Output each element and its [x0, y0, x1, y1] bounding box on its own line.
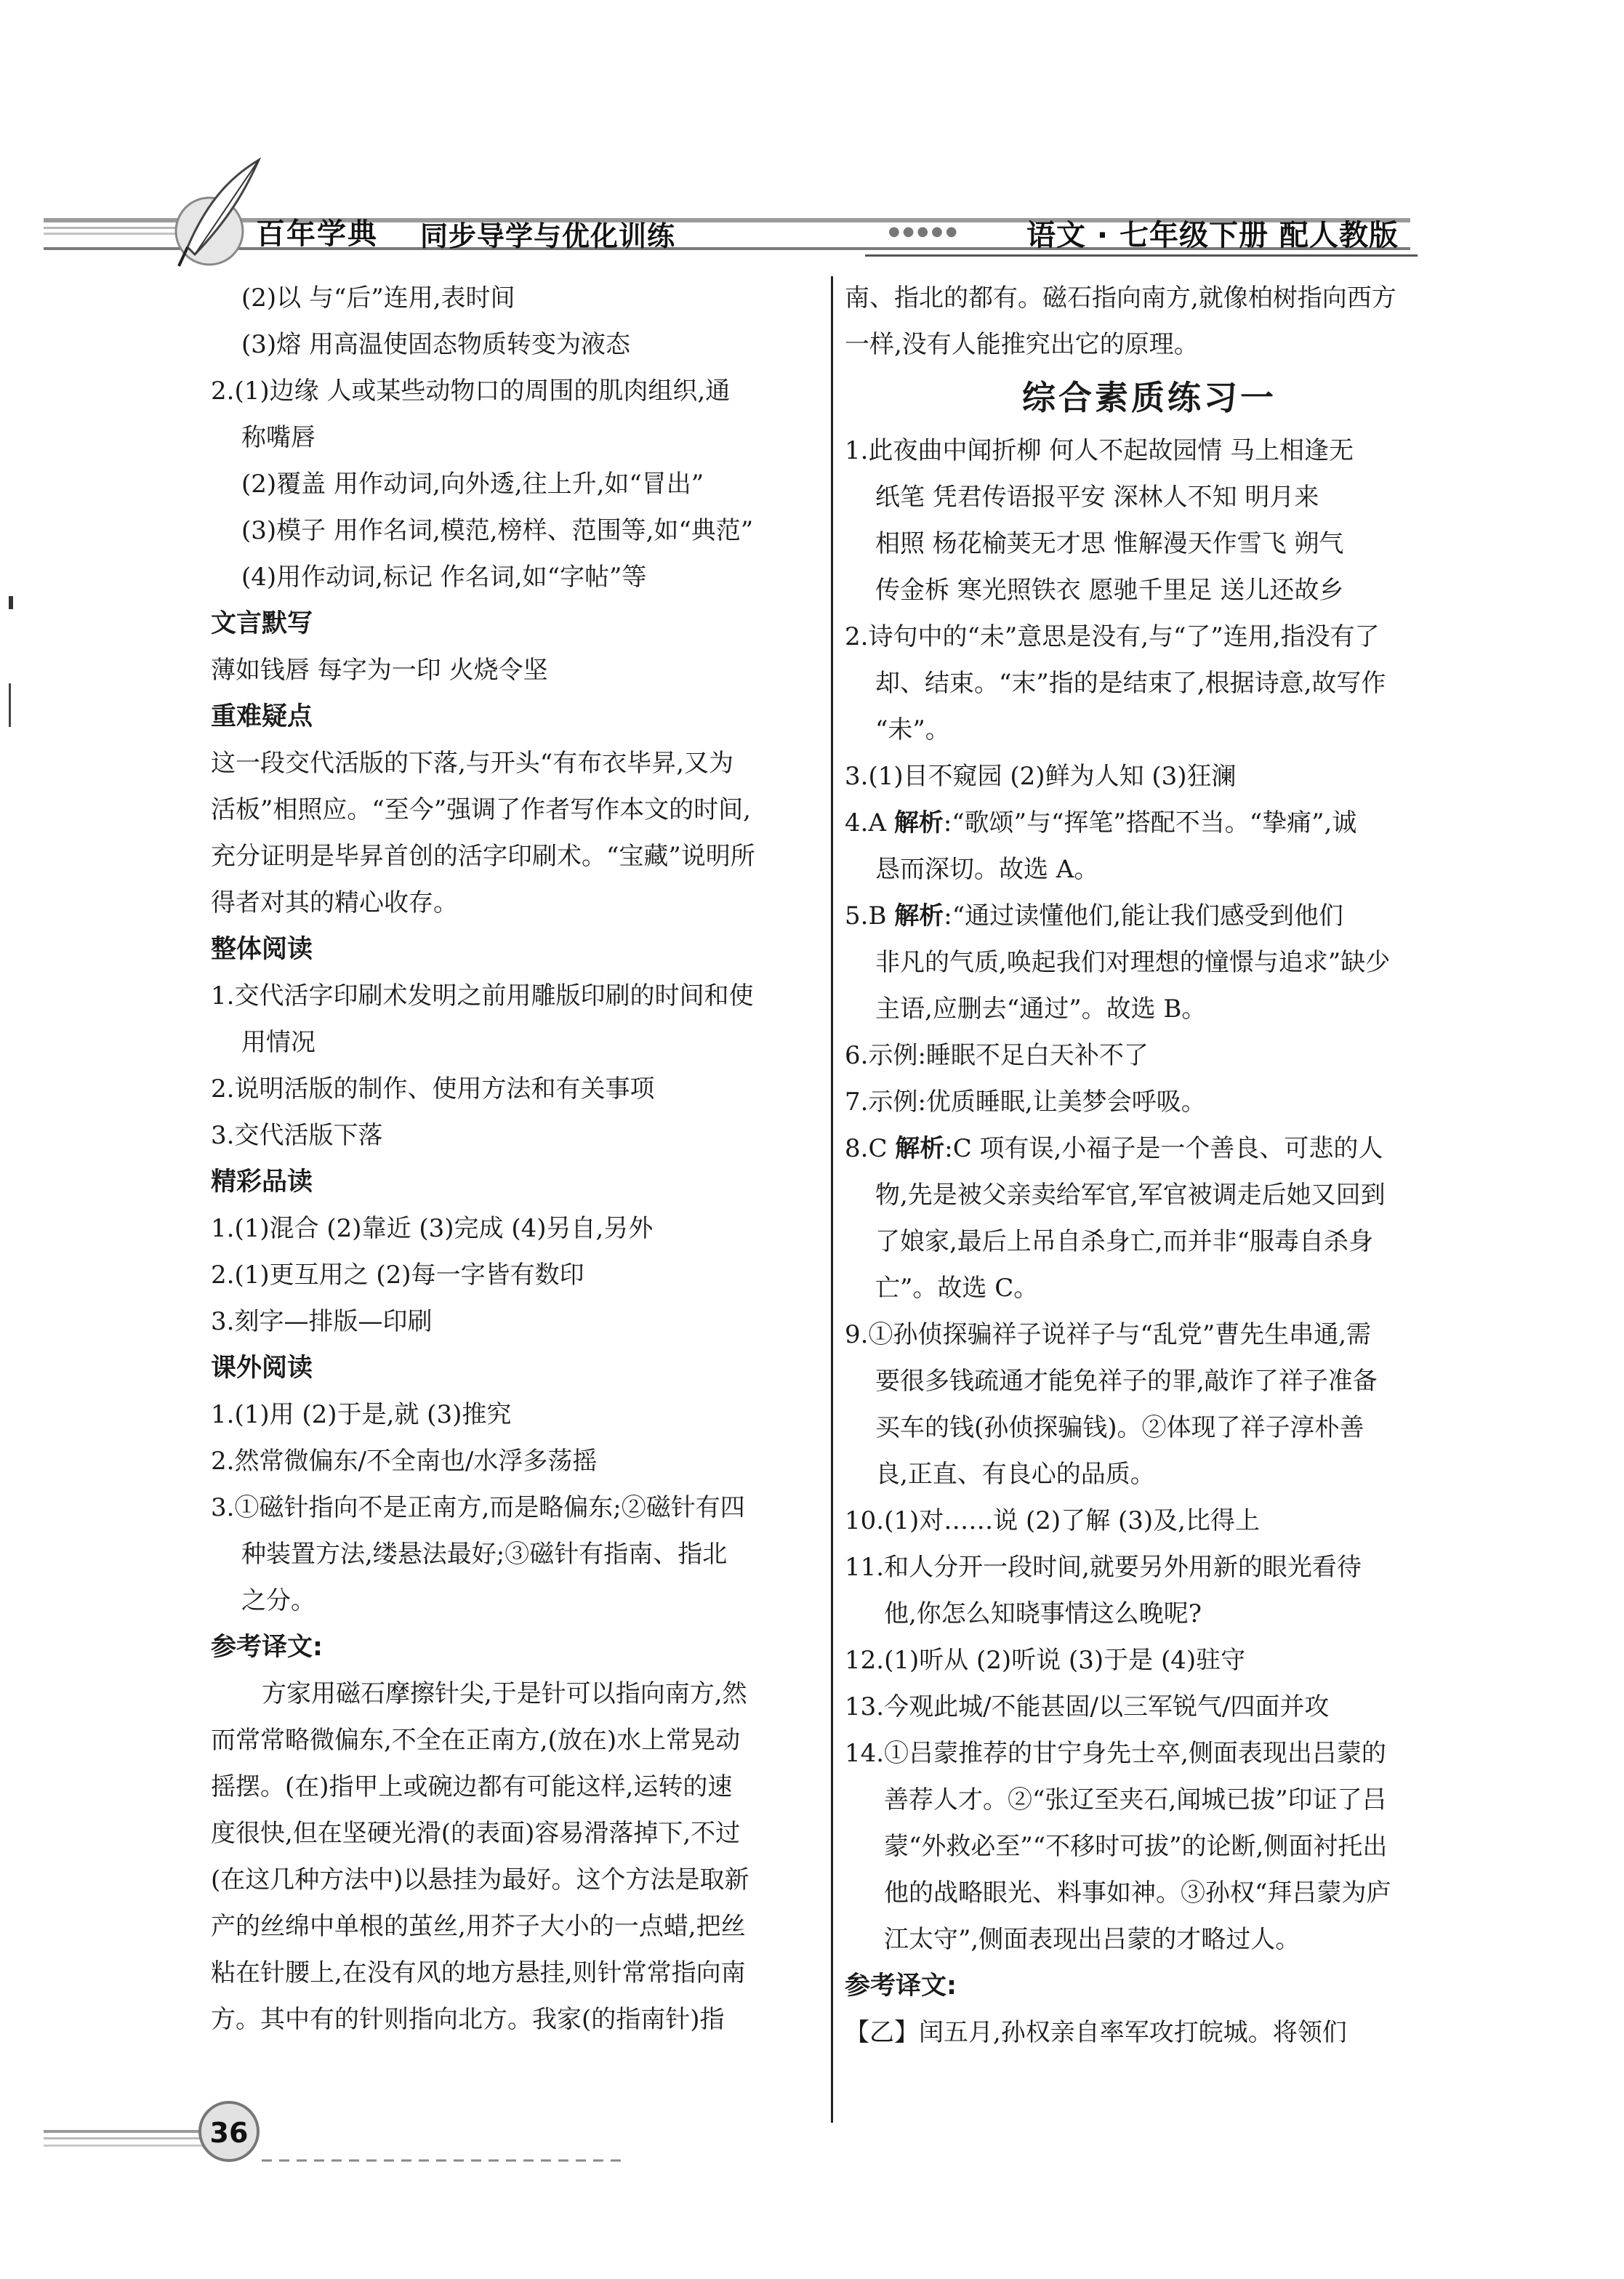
- text-line: 种装置方法,缕悬法最好;③磁针有指南、指北: [241, 1540, 728, 1569]
- text-line: 充分证明是毕昇首创的活字印刷术。“宝藏”说明所: [211, 842, 755, 871]
- analysis-label: 解析: [895, 1134, 945, 1163]
- text-line: (3)模子 用作名词,模范,榜样、范围等,如“典范”: [241, 516, 754, 545]
- text-line: 2.(1)更互用之 (2)每一字皆有数印: [211, 1261, 584, 1290]
- section-heading: 参考译文:: [845, 1971, 957, 2001]
- text-line: 主语,应删去“通过”。故选 B。: [875, 994, 1207, 1024]
- text-line: (3)熔 用高温使固态物质转变为液态: [241, 330, 630, 359]
- footer-decoration: [0, 2094, 654, 2195]
- text-line: 3.交代活版下落: [211, 1121, 383, 1150]
- text-line: 一样,没有人能推究出它的原理。: [845, 330, 1199, 359]
- text-line: 相照 杨花榆荚无才思 惟解漫天作雪飞 朔气: [875, 529, 1344, 558]
- right-column: [845, 275, 1454, 2056]
- header-dots: ●●●●●: [888, 224, 960, 239]
- text-line: 他,你怎么知晓事情这么晚呢?: [884, 1599, 1202, 1628]
- text-line: 粘在针腰上,在没有风的地方悬挂,则针常常指向南: [211, 1958, 746, 1987]
- page-footer: [0, 2094, 654, 2195]
- left-column: [211, 275, 821, 2043]
- text-line: 了娘家,最后上吊自杀身亡,而并非“服毒自杀身: [875, 1227, 1373, 1256]
- text-line: 方家用磁石摩擦针尖,于是针可以指向南方,然: [262, 1679, 747, 1708]
- text-line: 10.(1)对……说 (2)了解 (3)及,比得上: [845, 1506, 1260, 1535]
- text-line: 方。其中有的针则指向北方。我家(的指南针)指: [211, 2005, 725, 2034]
- text-line: 他的战略眼光、料事如神。③孙权“拜吕蒙为庐: [884, 1878, 1391, 1908]
- analysis-text: :C 项有误,小福子是一个善良、可悲的人: [944, 1134, 1383, 1163]
- answer-label: 8.C: [845, 1134, 896, 1163]
- text-line: 而常常略微偏东,不全在正南方,(放在)水上常晃动: [211, 1726, 741, 1755]
- analysis-text: :“歌颂”与“挥笔”搭配不当。“挚痛”,诚: [943, 808, 1357, 837]
- text-line: 9.①孙侦探骗祥子说祥子与“乱党”曹先生串通,需: [845, 1320, 1372, 1349]
- text-line: 【乙】闰五月,孙权亲自率军攻打皖城。将领们: [845, 2018, 1347, 2047]
- text-line: 度很快,但在坚硬光滑(的表面)容易滑落掉下,不过: [211, 1819, 741, 1848]
- text-line: [845, 893, 1454, 939]
- text-line: 亡”。故选 C。: [875, 1274, 1039, 1303]
- analysis-text: :“通过读懂他们,能让我们感受到他们: [944, 901, 1343, 931]
- text-line: 物,先是被父亲卖给军官,军官被调走后她又回到: [875, 1181, 1386, 1210]
- column-divider: [831, 276, 833, 2123]
- text-line: 1.(1)用 (2)于是,就 (3)推究: [211, 1400, 512, 1429]
- answer-label: 5.B: [845, 901, 895, 931]
- margin-mark: [9, 596, 13, 609]
- analysis-label: 解析: [893, 808, 944, 837]
- text-line: (2)以 与“后”连用,表时间: [241, 284, 515, 313]
- section-heading: 参考译文:: [211, 1633, 323, 1662]
- text-line: 传金柝 寒光照铁衣 愿驰千里足 送儿还故乡: [875, 576, 1344, 605]
- text-line: 南、指北的都有。磁石指向南方,就像柏树指向西方: [845, 284, 1396, 313]
- text-line: 6.示例:睡眠不足白天补不了: [845, 1041, 1149, 1070]
- text-line: 用情况: [241, 1028, 315, 1057]
- text-line: 得者对其的精心收存。: [211, 888, 458, 917]
- text-line: 1.此夜曲中闻折柳 何人不起故园情 马上相逢无: [845, 436, 1354, 465]
- text-line: [845, 800, 1454, 846]
- text-line: 蒙“外救必至”“不移时可拔”的论断,侧面衬托出: [884, 1832, 1388, 1861]
- margin-mark: [9, 683, 11, 727]
- text-line: 14.①吕蒙推荐的甘宁身先士卒,侧面表现出吕蒙的: [845, 1739, 1386, 1768]
- section-heading: 精彩品读: [211, 1167, 313, 1197]
- answer-label: 4.A: [845, 808, 894, 837]
- text-line: 善荐人才。②“张辽至夹石,闻城已拔”印证了吕: [884, 1785, 1387, 1814]
- section-heading: 文言默写: [211, 609, 313, 638]
- section-heading: 课外阅读: [211, 1354, 313, 1383]
- text-line: [845, 1125, 1454, 1172]
- text-line: “未”。: [875, 715, 950, 744]
- text-line: 称嘴唇: [241, 423, 315, 452]
- text-line: 2.然常微偏东/不全南也/水浮多荡摇: [211, 1447, 598, 1476]
- text-line: 活板”相照应。“至今”强调了作者写作本文的时间,: [211, 795, 751, 824]
- text-line: 纸笔 凭君传语报平安 深林人不知 明月来: [875, 483, 1319, 512]
- text-line: 良,正直、有良心的品质。: [875, 1460, 1155, 1489]
- text-line: 这一段交代活版的下落,与开头“有布衣毕昇,又为: [211, 749, 733, 778]
- text-line: 却、结束。“末”指的是结束了,根据诗意,故写作: [875, 669, 1386, 698]
- text-line: 产的丝绵中单根的茧丝,用芥子大小的一点蜡,把丝: [211, 1912, 746, 1941]
- text-line: 3.(1)目不窥园 (2)鲜为人知 (3)狂澜: [845, 762, 1237, 791]
- text-line: (2)覆盖 用作动词,向外透,往上升,如“冒出”: [241, 470, 704, 499]
- subject-label: 语文 · 七年级下册 配人教版: [1026, 219, 1399, 252]
- text-line: 2.说明活版的制作、使用方法和有关事项: [211, 1074, 655, 1104]
- section-heading: 重难疑点: [211, 702, 313, 731]
- exercise-title: 综合素质练习一: [1022, 378, 1277, 417]
- text-line: (在这几种方法中)以悬挂为最好。这个方法是取新: [211, 1865, 749, 1894]
- text-line: 非凡的气质,唤起我们对理想的憧憬与追求”缺少: [875, 948, 1391, 977]
- text-line: 买车的钱(孙侦探骗钱)。②体现了祥子淳朴善: [875, 1413, 1364, 1442]
- text-line: 3.刻字—排版—印刷: [211, 1307, 433, 1336]
- text-line: 13.今观此城/不能甚固/以三军锐气/四面并攻: [845, 1692, 1330, 1721]
- text-line: 12.(1)听从 (2)听说 (3)于是 (4)驻守: [845, 1646, 1246, 1675]
- text-line: 11.和人分开一段时间,就要另外用新的眼光看待: [845, 1553, 1362, 1582]
- feather-pen-icon: [166, 153, 268, 284]
- brand-title: 百年学典: [256, 217, 378, 251]
- text-line: 1.交代活字印刷术发明之前用雕版印刷的时间和使: [211, 981, 754, 1010]
- text-line: 2.(1)边缘 人或某些动物口的周围的肌肉组织,通: [211, 377, 731, 406]
- page-number: 36: [209, 2117, 249, 2149]
- text-line: 2.诗句中的“未”意思是没有,与“了”连用,指没有了: [845, 622, 1380, 651]
- analysis-label: 解析: [894, 901, 944, 931]
- text-line: 3.①磁针指向不是正南方,而是略偏东;②磁针有四: [211, 1493, 745, 1522]
- text-line: 之分。: [241, 1586, 315, 1615]
- text-line: 江太守”,侧面表现出吕蒙的才略过人。: [884, 1925, 1301, 1954]
- text-line: 1.(1)混合 (2)靠近 (3)完成 (4)另自,另外: [211, 1214, 654, 1243]
- page-header: [0, 0, 1624, 291]
- brand-subtitle: 同步导学与优化训练: [420, 220, 676, 252]
- text-line: 恳而深切。故选 A。: [875, 855, 1099, 884]
- text-line: 要很多钱疏通才能免祥子的罪,敲诈了祥子准备: [875, 1367, 1378, 1396]
- text-line: (4)用作动词,标记 作名词,如“字帖”等: [241, 563, 647, 592]
- text-line: 摇摆。(在)指甲上或碗边都有可能这样,运转的速: [211, 1772, 733, 1801]
- section-heading: 整体阅读: [211, 935, 313, 964]
- text-line: 薄如钱唇 每字为一印 火烧令坚: [211, 656, 548, 685]
- text-line: 7.示例:优质睡眠,让美梦会呼吸。: [845, 1088, 1206, 1117]
